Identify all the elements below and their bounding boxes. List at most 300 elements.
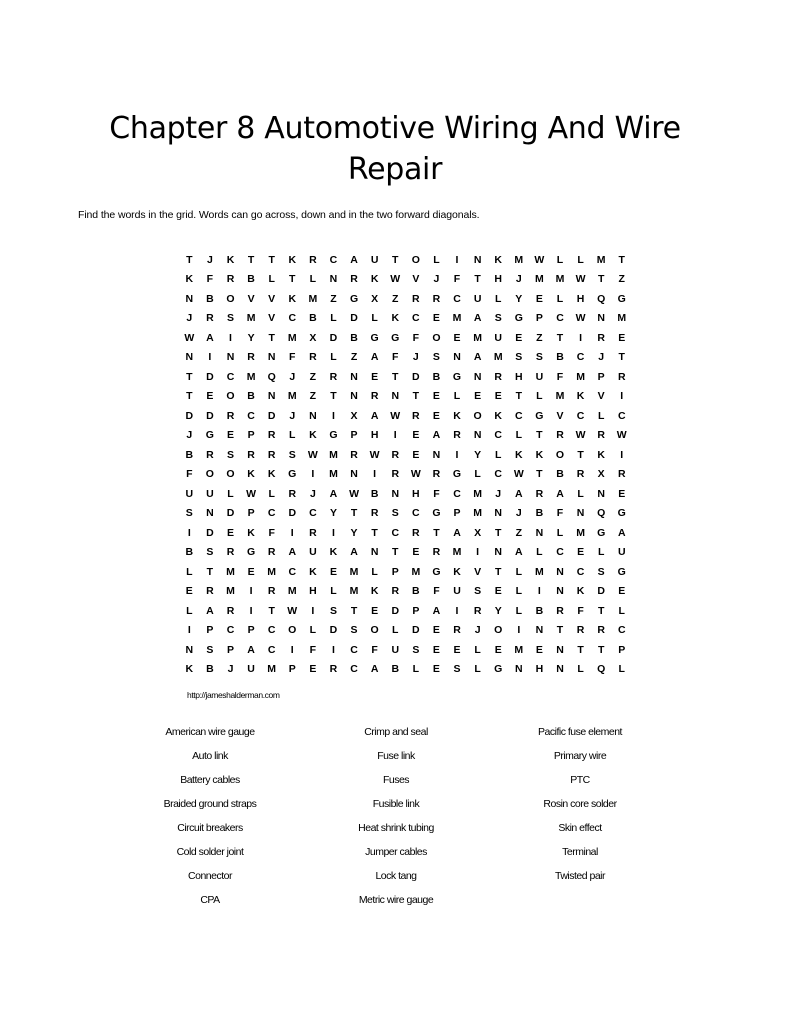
grid-letter: E [329,565,337,578]
grid-letter: W [410,468,421,481]
grid-letter: K [370,273,379,286]
grid-letter: R [226,273,235,286]
grid-letter: X [371,292,379,305]
grid-letter: E [206,390,214,403]
grid-letter: K [247,468,255,481]
grid-letter: I [393,429,397,442]
grid-letter: D [185,409,194,422]
grid-letter: F [206,273,214,286]
grid-letter: F [433,585,440,598]
grid-letter: J [186,312,193,325]
grid-letter: Y [247,331,255,344]
grid-letter: L [433,253,440,266]
grid-letter: D [206,409,214,422]
grid-letter: R [206,312,214,325]
grid-letter: R [473,604,482,617]
grid-letter: C [247,409,255,422]
grid-letter: M [246,312,256,325]
grid-letter: P [597,370,605,383]
grid-letter: N [453,351,461,364]
grid-letter: H [494,273,502,286]
grid-letter: S [288,448,296,461]
grid-letter: R [556,604,564,617]
word-list-item: American wire gauge [165,726,255,738]
grid-letter: L [186,565,193,578]
grid-letter: I [208,351,212,364]
grid-letter: C [309,507,317,520]
grid-letter: M [576,370,585,383]
grid-letter: V [412,273,420,286]
grid-letter: A [350,253,358,266]
grid-letter: E [432,643,440,656]
grid-letter: E [371,604,379,617]
grid-letter: J [227,663,234,676]
word-list-item: Primary wire [553,750,607,762]
grid-letter: F [556,370,564,383]
source-link[interactable]: http://jameshalderman.com [187,690,280,700]
grid-letter: K [267,468,276,481]
grid-letter: W [246,487,257,500]
grid-row [179,465,632,485]
grid-letter: R [412,409,420,422]
grid-letter: P [288,663,296,676]
word-list-item: Pacific fuse element [538,726,622,738]
word-list-item: Cold solder joint [176,846,244,858]
grid-letter: C [329,253,338,266]
grid-letter: S [494,312,502,325]
grid-letter: W [575,273,586,286]
grid-letter: S [391,507,399,520]
grid-letter: P [350,429,358,442]
grid-letter: C [576,565,585,578]
word-list-item: Skin effect [558,822,602,834]
grid-letter: M [555,390,565,403]
grid-letter: M [493,351,503,364]
grid-letter: N [556,585,564,598]
grid-letter: L [268,487,275,500]
grid-letter: R [329,663,338,676]
grid-letter: T [494,565,502,578]
word-list-item: Heat shrink tubing [358,822,434,834]
grid-letter: B [185,448,194,461]
grid-letter: B [556,468,564,481]
grid-letter: M [308,292,318,305]
grid-letter: R [453,429,461,442]
grid-letter: T [247,253,255,266]
grid-letter: A [473,312,482,325]
grid-letter: L [371,312,378,325]
grid-letter: R [576,468,585,481]
grid-letter: S [185,507,193,520]
grid-letter: S [432,351,440,364]
grid-letter: I [620,448,624,461]
grid-letter: R [370,390,379,403]
grid-letter: X [309,331,317,344]
grid-letter: I [249,585,253,598]
grid-letter: E [432,624,440,637]
grid-letter: B [185,546,194,559]
grid-letter: G [205,429,214,442]
grid-letter: H [576,292,585,305]
instructions-text: Find the words in the grid. Words can go across, down and in the two forward diagonals. [78,209,480,221]
grid-letter: D [350,312,358,325]
grid-letter: I [537,585,541,598]
grid-letter: G [535,409,544,422]
grid-letter: M [287,585,297,598]
grid-letter: R [432,468,441,481]
grid-letter: K [226,253,235,266]
grid-letter: M [411,565,421,578]
grid-letter: K [494,409,502,422]
grid-letter: C [494,468,502,481]
grid-letter: P [391,565,399,578]
grid-letter: E [412,448,420,461]
grid-letter: I [187,624,191,637]
grid-letter: J [433,273,440,286]
grid-letter: U [617,546,626,559]
grid-letter: R [535,487,544,500]
grid-letter: V [556,409,564,422]
grid-letter: Q [597,507,606,520]
grid-letter: D [267,409,276,422]
grid-letter: F [412,331,420,344]
grid-letter: R [432,292,441,305]
grid-letter: S [474,585,482,598]
grid-row [179,543,632,563]
grid-letter: B [535,507,544,520]
grid-letter: F [309,643,317,656]
grid-letter: G [349,292,359,305]
grid-letter: M [349,585,359,598]
grid-letter: N [473,429,482,442]
grid-letter: N [556,663,564,676]
grid-letter: C [556,312,564,325]
grid-letter: K [576,390,585,403]
grid-letter: N [309,409,317,422]
grid-letter: K [185,663,194,676]
grid-letter: R [226,409,235,422]
grid-letter: R [309,253,317,266]
grid-letter: M [535,273,544,286]
word-list-item: PTC [570,774,590,786]
grid-letter: D [391,604,400,617]
grid-letter: L [474,643,481,656]
grid-letter: J [515,507,522,520]
grid-letter: L [515,604,522,617]
grid-letter: U [391,643,400,656]
grid-row [179,660,632,680]
grid-letter: L [515,585,522,598]
grid-letter: N [391,487,400,500]
grid-letter: G [452,468,462,481]
grid-letter: E [515,331,523,344]
grid-letter: M [596,253,606,266]
grid-letter: W [534,253,545,266]
grid-letter: A [432,429,441,442]
grid-letter: N [473,253,482,266]
grid-letter: L [330,585,337,598]
grid-letter: N [185,643,194,656]
grid-letter: T [433,526,440,539]
grid-letter: K [288,292,297,305]
grid-letter: S [453,663,461,676]
grid-letter: M [267,565,277,578]
grid-letter: J [412,351,419,364]
grid-letter: B [350,331,358,344]
grid-row [179,348,632,368]
grid-letter: M [452,546,462,559]
grid-letter: U [473,292,482,305]
grid-letter: D [288,507,297,520]
grid-letter: M [329,468,338,481]
grid-letter: I [311,604,315,617]
grid-letter: B [556,351,564,364]
grid-letter: T [268,604,275,617]
grid-letter: G [246,546,256,559]
grid-letter: L [309,624,317,637]
grid-letter: R [432,546,441,559]
grid-letter: K [309,565,317,578]
grid-letter: O [473,409,482,422]
grid-letter: T [206,565,214,578]
grid-letter: M [329,448,338,461]
grid-letter: L [556,292,564,305]
grid-letter: R [267,429,276,442]
grid-letter: W [616,429,627,442]
grid-letter: Q [267,370,276,383]
grid-letter: N [185,351,194,364]
grid-letter: L [289,429,296,442]
grid-letter: T [330,390,337,403]
grid-letter: N [494,546,502,559]
grid-letter: C [617,624,626,637]
grid-letter: A [206,331,214,344]
grid-letter: E [474,390,482,403]
grid-letter: C [453,487,461,500]
grid-letter: E [453,643,461,656]
word-list-item: Lock tang [375,870,417,882]
grid-letter: O [411,253,420,266]
grid-letter: S [515,351,523,364]
grid-letter: R [267,448,276,461]
grid-letter: L [474,468,481,481]
grid-letter: G [617,507,626,520]
grid-letter: Y [494,604,502,617]
grid-letter: O [226,390,235,403]
grid-letter: P [618,643,626,656]
grid-letter: D [597,585,605,598]
grid-letter: W [369,448,380,461]
grid-letter: U [453,585,461,598]
grid-letter: R [247,448,255,461]
grid-row [179,367,632,387]
grid-letter: T [392,546,399,559]
grid-letter: U [370,253,379,266]
grid-letter: O [288,624,297,637]
word-list-item: Crimp and seal [364,726,428,738]
grid-letter: C [288,565,297,578]
grid-letter: I [290,643,294,656]
grid-letter: A [329,487,338,500]
grid-letter: P [535,312,543,325]
grid-letter: C [617,409,626,422]
grid-row [179,270,632,290]
grid-letter: X [474,526,482,539]
grid-letter: M [287,331,297,344]
grid-letter: K [576,585,585,598]
grid-letter: R [226,604,235,617]
grid-letter: L [536,546,543,559]
grid-letter: N [267,390,276,403]
grid-row [179,484,632,504]
grid-letter: L [577,663,584,676]
grid-letter: R [370,507,379,520]
grid-letter: W [184,331,195,344]
grid-letter: O [205,468,214,481]
grid-letter: R [412,526,420,539]
grid-letter: J [289,409,296,422]
grid-letter: N [473,370,482,383]
grid-letter: J [206,253,213,266]
grid-letter: I [476,546,480,559]
grid-letter: K [494,253,502,266]
word-list-column-3 [470,724,690,892]
grid-letter: C [576,351,585,364]
grid-letter: E [432,409,440,422]
grid-letter: X [350,409,358,422]
grid-letter: Q [597,292,606,305]
grid-letter: L [227,487,234,500]
grid-letter: L [515,429,522,442]
grid-letter: L [453,390,461,403]
grid-letter: F [556,507,564,520]
grid-letter: T [536,429,543,442]
grid-letter: S [226,312,234,325]
grid-letter: N [370,546,379,559]
grid-letter: M [267,663,277,676]
grid-letter: C [556,546,564,559]
grid-letter: O [555,448,565,461]
grid-letter: H [370,429,379,442]
grid-letter: D [206,526,214,539]
grid-letter: T [474,273,481,286]
grid-letter: R [576,624,585,637]
grid-letter: P [226,643,234,656]
grid-letter: R [597,331,605,344]
grid-letter: I [229,331,232,344]
grid-letter: N [329,273,338,286]
grid-letter: K [185,273,194,286]
grid-letter: D [412,624,420,637]
grid-letter: L [494,448,502,461]
grid-letter: E [494,390,502,403]
grid-row [179,387,632,407]
grid-letter: L [577,487,584,500]
grid-letter: Y [329,507,337,520]
grid-letter: T [597,643,605,656]
grid-letter: A [370,663,379,676]
grid-letter: M [246,370,256,383]
grid-letter: T [392,253,399,266]
grid-letter: R [391,448,400,461]
grid-letter: G [617,565,626,578]
grid-letter: X [597,468,605,481]
grid-letter: N [391,390,400,403]
grid-letter: T [494,526,502,539]
grid-letter: A [453,526,461,539]
grid-letter: R [309,351,317,364]
grid-letter: L [618,604,625,617]
grid-letter: Z [309,370,317,383]
grid-row [179,562,632,582]
grid-letter: R [309,526,317,539]
grid-letter: E [226,429,234,442]
grid-letter: T [536,468,543,481]
grid-letter: S [412,643,420,656]
grid-letter: I [579,331,583,344]
grid-letter: B [247,273,255,286]
grid-letter: W [287,604,298,617]
grid-letter: A [617,526,626,539]
grid-letter: G [494,663,503,676]
grid-letter: H [535,663,544,676]
grid-letter: I [331,526,335,539]
grid-letter: T [597,273,605,286]
grid-letter: C [267,507,276,520]
grid-letter: B [432,370,441,383]
grid-letter: T [556,624,564,637]
grid-letter: D [226,507,235,520]
grid-letter: L [597,546,605,559]
grid-letter: G [617,292,626,305]
grid-letter: J [309,487,316,500]
grid-letter: U [185,487,194,500]
grid-letter: C [391,526,400,539]
grid-letter: P [247,507,255,520]
grid-letter: B [391,663,400,676]
grid-letter: B [370,487,379,500]
grid-letter: J [186,429,193,442]
word-list-item: Fuses [382,774,410,786]
grid-letter: W [307,448,318,461]
grid-letter: E [432,663,440,676]
grid-letter: S [226,448,234,461]
word-list-item: Circuit breakers [177,822,243,834]
grid-letter: V [247,292,255,305]
grid-letter: M [473,331,482,344]
grid-letter: F [186,468,193,481]
grid-letter: K [597,448,605,461]
grid-letter: R [494,370,502,383]
word-list-item: Rosin core solder [543,798,617,810]
grid-letter: F [371,643,378,656]
word-list-item: Fusible link [372,798,420,810]
grid-letter: C [453,292,461,305]
grid-letter: E [412,429,420,442]
grid-letter: E [618,331,626,344]
grid-letter: E [412,546,420,559]
grid-letter: K [515,448,523,461]
word-list-item: Auto link [192,750,228,762]
grid-letter: A [247,643,255,656]
grid-letter: O [226,292,235,305]
grid-letter: G [452,370,462,383]
grid-letter: E [432,390,440,403]
grid-letter: I [373,468,377,481]
grid-letter: L [494,292,502,305]
grid-letter: Y [515,292,523,305]
word-list-item: Braided ground straps [163,798,257,810]
